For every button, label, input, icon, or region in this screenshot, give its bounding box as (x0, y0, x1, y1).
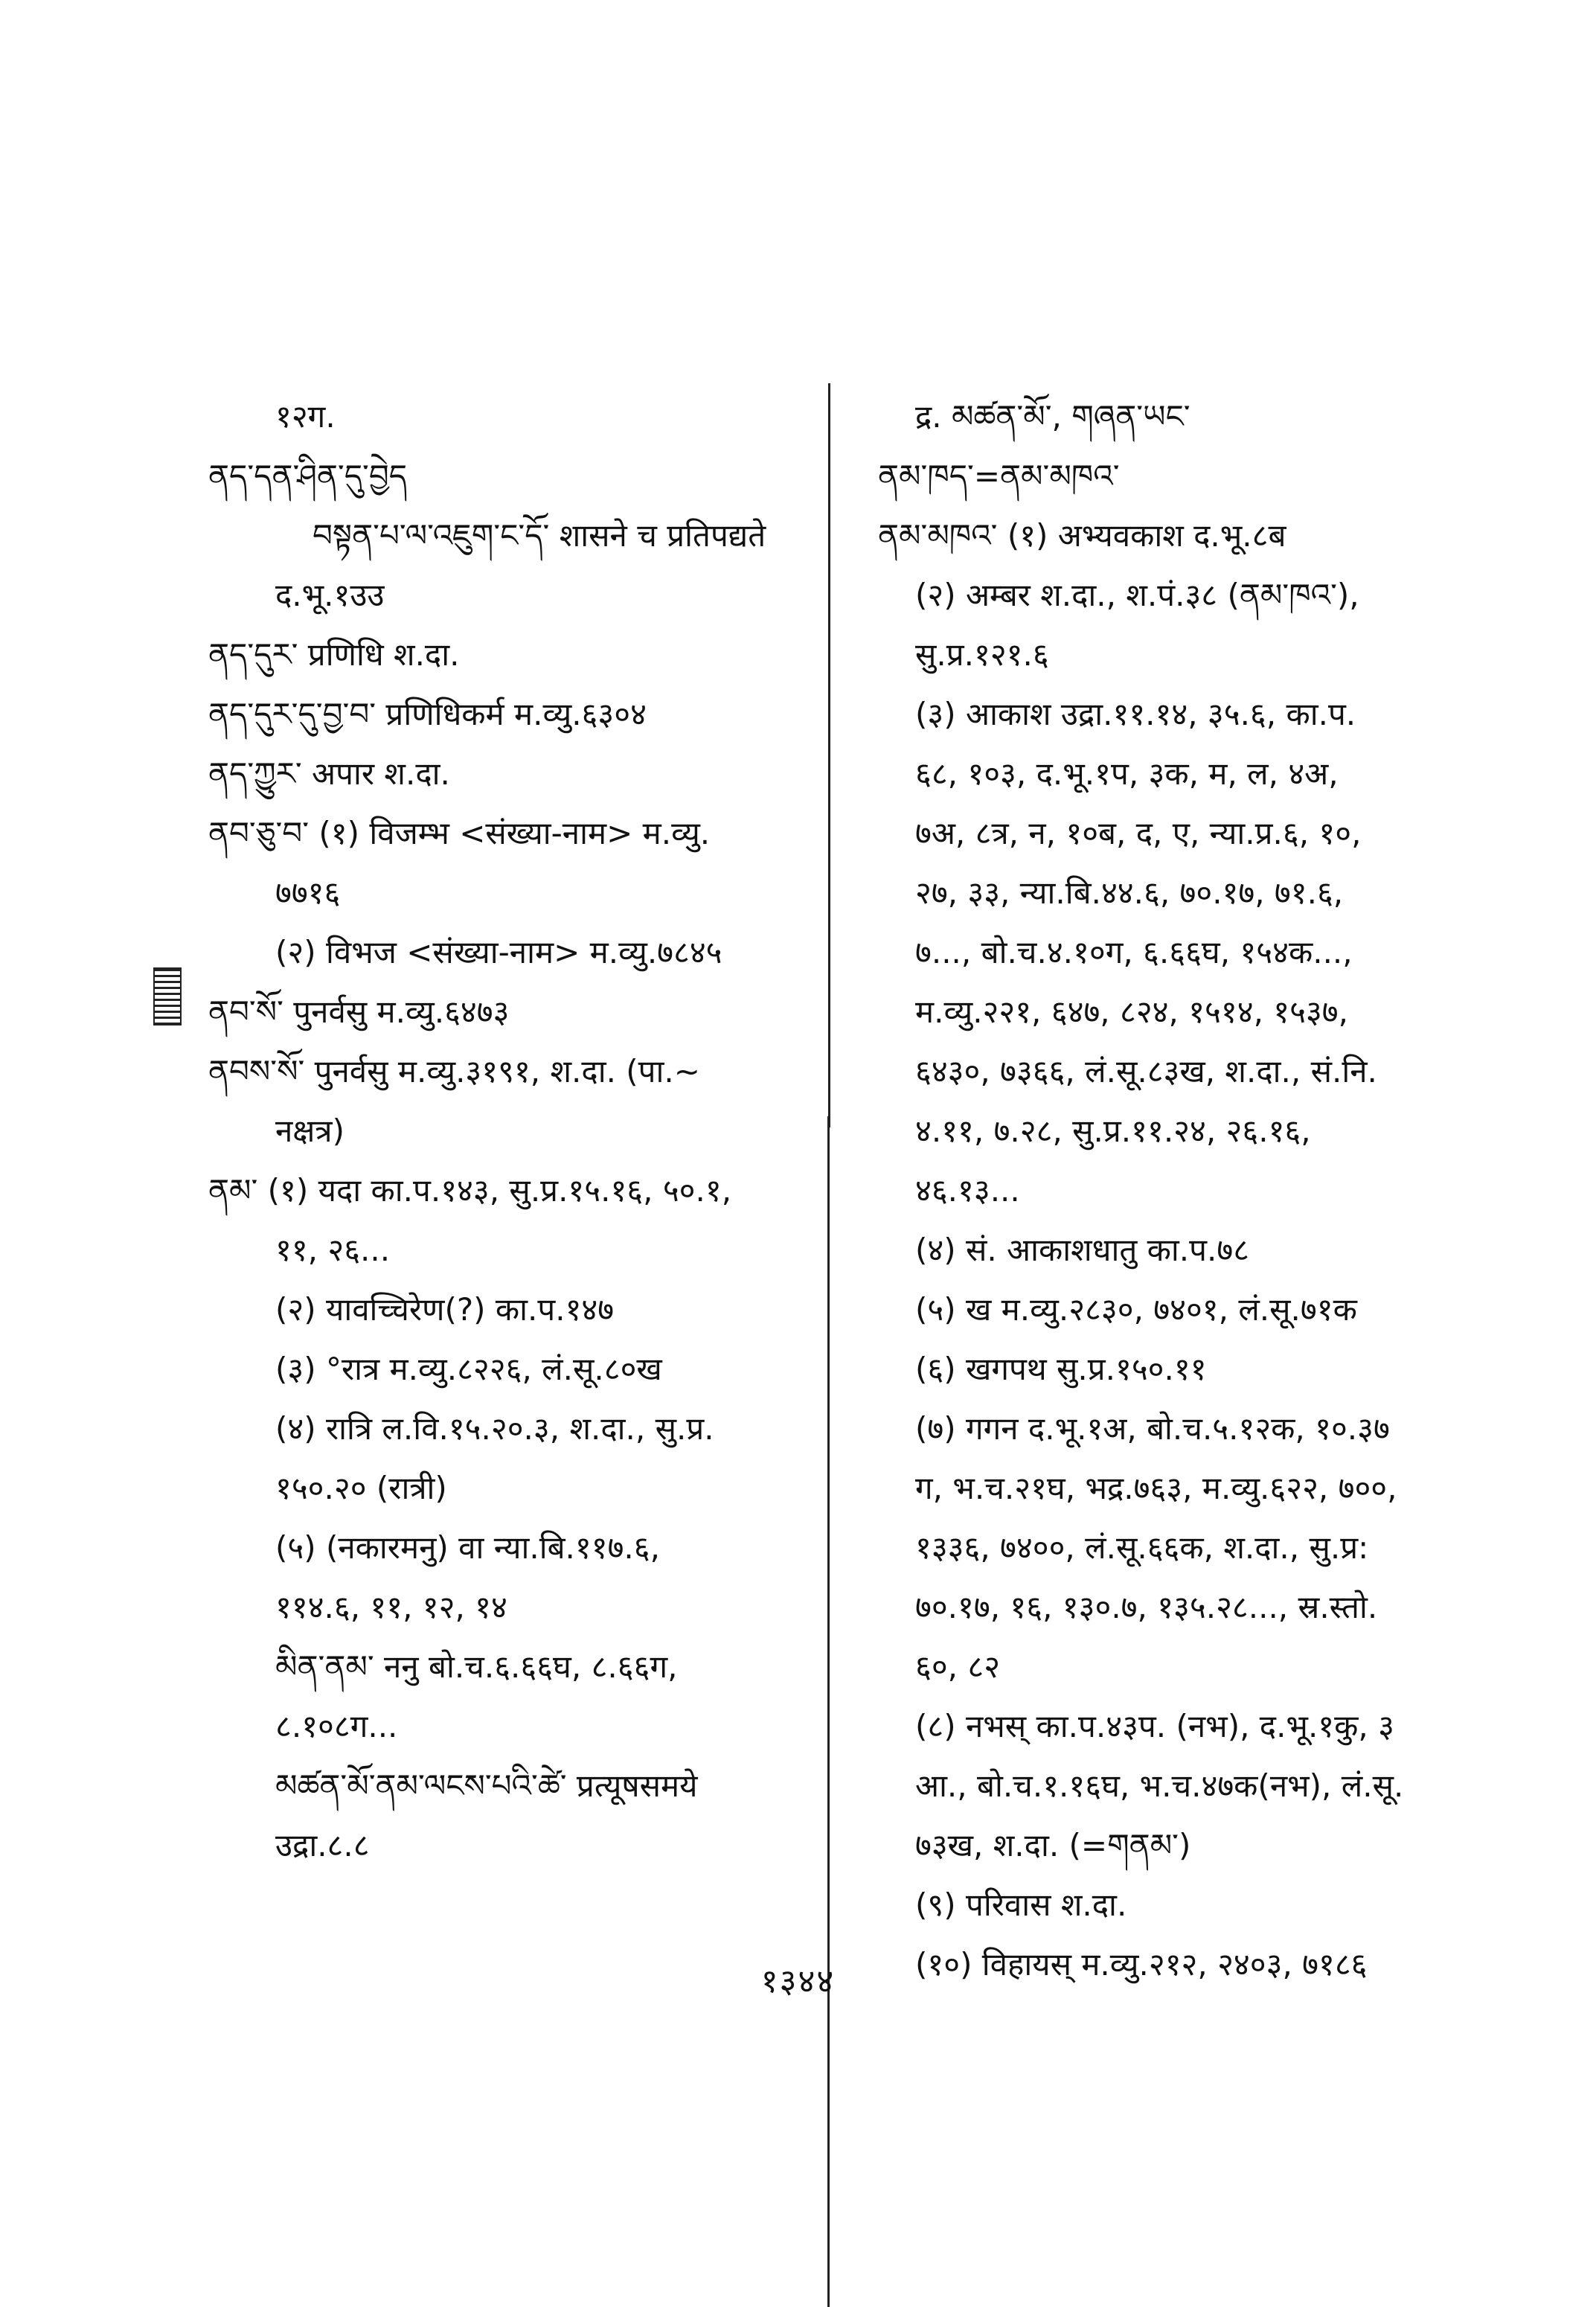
left-entry-line: उद्रा.८.८ (275, 1827, 370, 1863)
left-entry-line: བསྟན་པ་ལ་འཇུག་ང་དོ་ शासने च प्रतिपद्यते (313, 517, 766, 554)
left-entry-line: ནབ་ཅུ་བ་ (१) विजम्भ <संख्या-नाम> म.व्यु. (208, 815, 711, 851)
left-entry-line: ७७१६ (275, 874, 341, 911)
left-entry-line: ནབ་སོ་ पुनर्वसु म.व्यु.६४७३ (208, 993, 510, 1030)
right-entry-line: ७अ, ८त्र, न, १०ब, द, ए, न्या.प्र.६, १०, (915, 815, 1362, 851)
margin-mark (153, 967, 182, 1025)
left-entry-line: (४) रात्रि ल.वि.१५.२०.३, श.दा., सु.प्र. (275, 1410, 714, 1447)
left-entry-line: (२) विभज <संख्या-नाम> म.व्यु.७८४५ (275, 934, 722, 970)
right-entry-line: २७, ३३, न्या.बि.४४.६, ७०.१७, ७१.६, (915, 874, 1344, 911)
right-entry-line: (९) परिवास श.दा. (915, 1887, 1127, 1923)
left-entry-line: ནབས་སོ་ पुनर्वसु म.व्यु.३१९१, श.दा. (पा.~ (208, 1053, 700, 1089)
right-entry-line: (६) खगपथ सु.प्र.१५०.११ (915, 1351, 1207, 1387)
right-entry-line: १३३६, ७४००, लं.सू.६६क, श.दा., सु.प्र: (915, 1529, 1369, 1566)
left-entry-line: ནམ་ (१) यदा का.प.१४३, सु.प्र.१५.१६, ५०.१, (208, 1172, 732, 1209)
right-entry-line: ४.११, ७.२८, सु.प्र.११.२४, २६.१६, (915, 1113, 1311, 1149)
left-entry-line: ८.१०८ग... (275, 1708, 398, 1744)
right-entry-line: ७३ख, श.दा. (=གནམ་) (915, 1827, 1191, 1863)
column-divider (828, 383, 830, 1127)
right-column (878, 387, 1443, 1994)
left-entry-line: (५) (नकारमनु) वा न्या.बि.११७.६, (275, 1529, 660, 1566)
left-entry-line: ११४.६, ११, १२, १४ (275, 1589, 507, 1625)
page-number: १३४४ (760, 1962, 836, 2000)
right-entry-line: आ., बो.च.१.१६घ, भ.च.४७क(नभ), लं.सू. (915, 1767, 1404, 1804)
left-entry-line: नक्षत्र) (275, 1113, 344, 1149)
left-entry-line: ནད་དུར་དུ་བྱ་བ་ प्रणिधिकर्म म.व्यु.६३०४ (208, 696, 647, 732)
right-entry-line: ६०, ८२ (915, 1648, 1001, 1685)
left-entry-line: (२) यावच्चिरेण(?) का.प.१४७ (275, 1291, 615, 1328)
right-entry-line: ནམ་ཁད་=ནམ་མཁའ་ (878, 458, 1120, 494)
left-entry-line: द.भू.१उउ (275, 577, 385, 613)
left-entry-line: མཚན་མོ་ནམ་ལངས་པའི་ཚེ་ प्रत्यूषसमये (275, 1767, 698, 1804)
right-entry-line: ནམ་མཁའ་ (१) अभ्यवकाश द.भू.८ब (878, 517, 1286, 554)
right-entry-line: ६४३०, ७३६६, लं.सू.८३ख, श.दा., सं.नि. (915, 1053, 1377, 1089)
left-entry-line: (३) °रात्र म.व्यु.८२२६, लं.सू.८०ख (275, 1351, 662, 1387)
right-entry-line: (७) गगन द.भू.१अ, बो.च.५.१२क, १०.३७ (915, 1410, 1390, 1447)
right-entry-line: ४६.१३... (915, 1172, 1020, 1209)
right-entry-line: (१०) विहायस् म.व्यु.२१२, २४०३, ७१८६ (915, 1946, 1368, 1983)
left-column (208, 387, 811, 1875)
right-entry-line: म.व्यु.२२१, ६४७, ८२४, १५१४, १५३७, (915, 993, 1348, 1030)
right-entry-line: ७०.१७, १६, १३०.७, १३५.२८..., स्र.स्तो. (915, 1589, 1378, 1625)
left-entry-line: १२ग. (275, 398, 336, 435)
left-entry-line: མིན་ནམ་ ननु बो.च.६.६६घ, ८.६६ग, (275, 1648, 678, 1685)
right-entry-line: ६८, १०३, द.भू.१प, ३क, म, ल, ४अ, (915, 755, 1339, 792)
right-entry-line: ग, भ.च.२१घ, भद्र.७६३, म.व्यु.६२२, ७००, (915, 1470, 1397, 1506)
right-entry-line: (३) आकाश उद्रा.११.१४, ३५.६, का.प. (915, 696, 1356, 732)
right-entry-line: ७..., बो.च.४.१०ग, ६.६६घ, १५४क..., (915, 934, 1353, 970)
left-entry-line: ནད་ཀྱུར་ अपार श.दा. (208, 755, 450, 792)
left-entry-line: ནད་དན་ཤིན་དུ་བྱེད (208, 458, 408, 494)
right-entry-line: (८) नभस् का.प.४३प. (नभ), द.भू.१कु, ३ (915, 1708, 1394, 1744)
right-entry-line: (४) सं. आकाशधातु का.प.७८ (915, 1232, 1250, 1268)
right-entry-line: (२) अम्बर श.दा., श.पं.३८ (ནམ་ཁའ་), (915, 577, 1359, 613)
right-entry-line: (५) ख म.व्यु.२८३०, ७४०१, लं.सू.७१क (915, 1291, 1357, 1328)
column-divider-lower (827, 1116, 830, 2307)
right-entry-line: सु.प्र.१२१.६ (915, 636, 1049, 673)
right-entry-line: द्र. མཚན་མོ་, གཞན་ཡང་ (915, 398, 1190, 435)
left-entry-line: ནད་དུར་ प्रणिधि श.दा. (208, 636, 460, 673)
left-entry-line: ११, २६... (275, 1232, 391, 1268)
left-entry-line: १५०.२० (रात्री) (275, 1470, 447, 1506)
